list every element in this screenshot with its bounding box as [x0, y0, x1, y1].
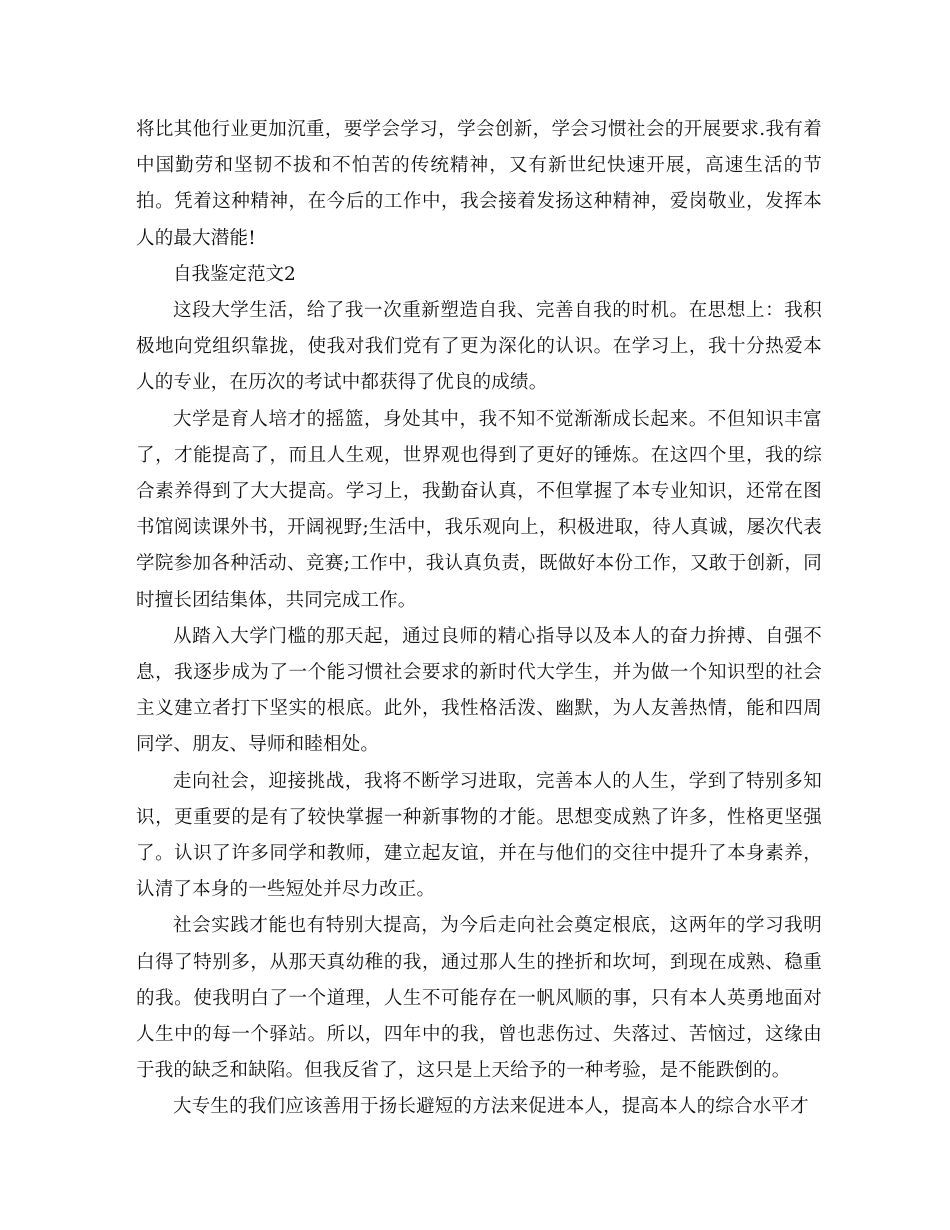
paragraph-truncated: 大专生的我们应该善用于扬长避短的方法来促进本人，提高本人的综合水平才 — [173, 1096, 809, 1118]
paragraph: 从踏入大学门槛的那天起，通过良师的精心指导以及本人的奋力拚搏、自强不息，我逐步成为了一个能习惯社会要求的新时代大学生，并为做一个知识型的社会主义建立者打下坚实的根底。此外，我性格活泼、幽默，为人友善热情，能和四周同学、朋友、导师和睦相处。 — [136, 625, 822, 756]
paragraph: 这段大学生活，给了我一次重新塑造自我、完善自我的时机。在思想上：我积极地向党组织靠拢，使我对我们党有了更为深化的认识。在学习上，我十分热爱本人的专业，在历次的考试中都获得了优良的成绩。 — [136, 300, 822, 394]
paragraph-continuation: 将比其他行业更加沉重，要学会学习，学会创新，学会习惯社会的开展要求.我有着中国勤劳和坚韧不拔和不怕苦的传统精神，又有新世纪快速开展，高速生活的节拍。凭着这种精神，在今后的工作中，我会接着发扬这种精神，爱岗敬业，发挥本人的最大潜能! — [136, 119, 822, 249]
paragraph: 走向社会，迎接挑战，我将不断学习进取，完善本人的人生，学到了特别多知识，更重要的是有了较快掌握一种新事物的才能。思想变成熟了许多，性格更坚强了。认识了许多同学和教师，建立起友谊，并在与他们的交往中提升了本身素养，认清了本身的一些短处并尽力改正。 — [136, 770, 822, 901]
paragraph: 社会实践才能也有特别大提高，为今后走向社会奠定根底，这两年的学习我明白得了特别多，从那天真幼稚的我，通过那人生的挫折和坎坷，到现在成熟、稳重的我。使我明白了一个道理，人生不可能存在一帆风顺的事，只有本人英勇地面对人生中的每一个驿站。所以，四年中的我，曾也悲伤过、失落过、苦恼过，这缘由于我的缺乏和缺陷。但我反省了，这只是上天给予的一种考验，是不能跌倒的。 — [136, 915, 822, 1082]
document-body — [136, 112, 822, 1126]
paragraph: 大学是育人培才的摇篮，身处其中，我不知不觉渐渐成长起来。不但知识丰富了，才能提高了，而且人生观，世界观也得到了更好的锤炼。在这四个里，我的综合素养得到了大大提高。学习上，我勤奋认真，不但掌握了本专业知识，还常在图书馆阅读课外书，开阔视野;生活中，我乐观向上，积极进取，待人真诚，屡次代表学院参加各种活动、竞赛;工作中，我认真负责，既做好本份工作，又敢于创新，同时擅长团结集体，共同完成工作。 — [136, 408, 822, 611]
section-heading: 自我鉴定范文2 — [173, 263, 296, 285]
